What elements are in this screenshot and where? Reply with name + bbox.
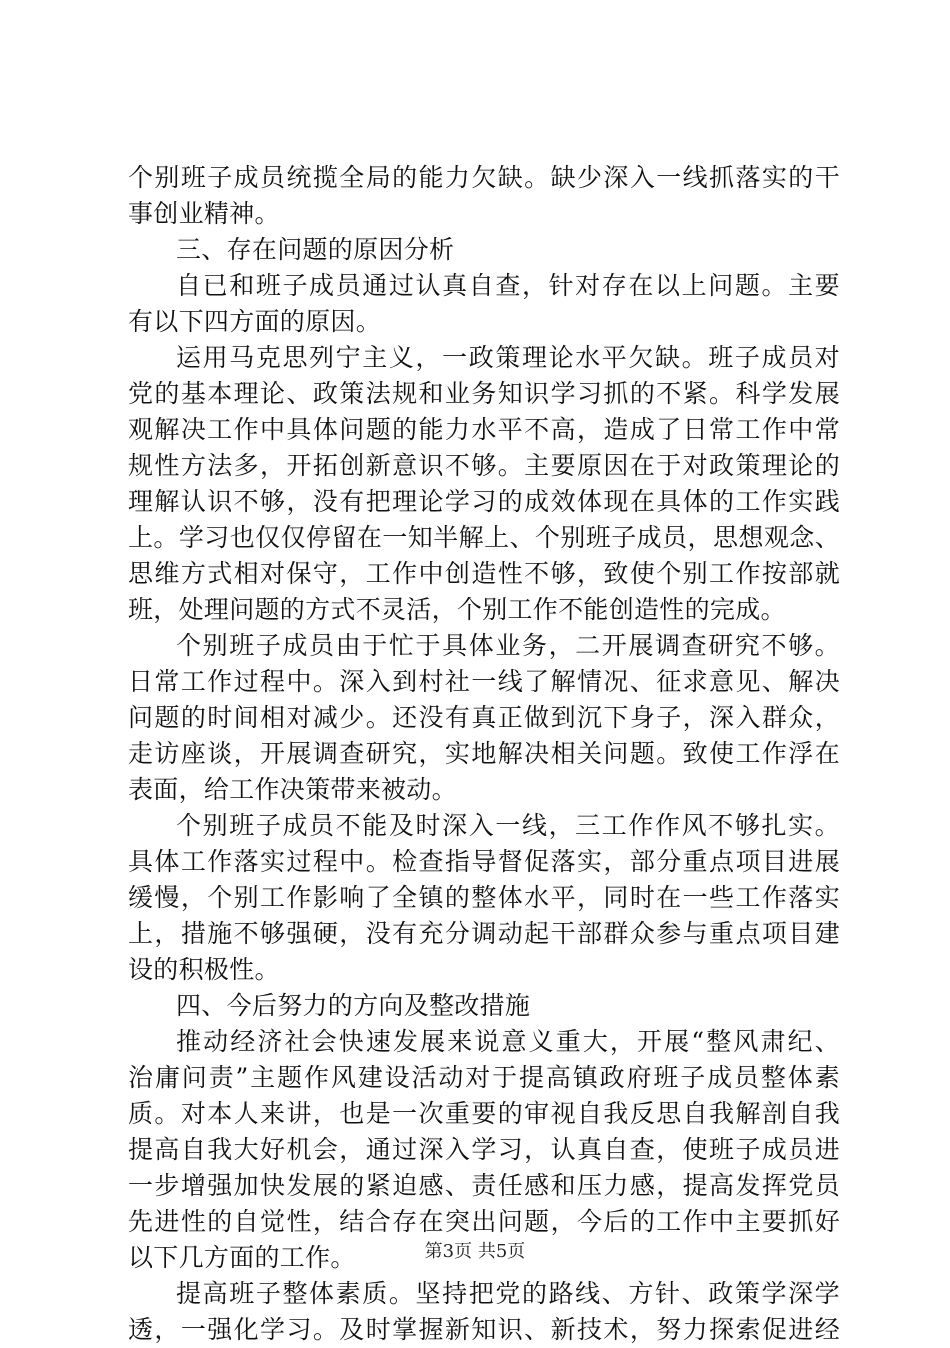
text-line: 透，一强化学习。及时掌握新知识、新技术，努力探索促进经	[128, 1315, 840, 1344]
text-line: 理解认识不够，没有把理论学习的成效体现在具体的工作实践	[128, 487, 840, 516]
text-line: 缓慢，个别工作影响了全镇的整体水平，同时在一些工作落实	[128, 883, 840, 912]
text-line: 一步增强加快发展的紧迫感、责任感和压力感，提高发挥党员	[128, 1171, 840, 1200]
text-line: 具体工作落实过程中。检查指导督促落实，部分重点项目进展	[128, 847, 840, 876]
text-line: 推动经济社会快速发展来说意义重大，开展“整风肃纪、	[176, 1027, 840, 1056]
text-line: 规性方法多，开拓创新意识不够。主要原因在于对政策理论的	[128, 451, 840, 480]
text-line: 事创业精神。	[128, 199, 280, 228]
text-line: 运用马克思列宁主义，一政策理论水平欠缺。班子成员对	[176, 343, 840, 372]
text-line: 日常工作过程中。深入到村社一线了解情况、征求意见、解决	[128, 667, 840, 696]
text-line: 先进性的自觉性，结合存在突出问题，今后的工作中主要抓好	[128, 1207, 840, 1236]
text-line: 质。对本人来讲，也是一次重要的审视自我反思自我解剖自我	[128, 1099, 840, 1128]
text-line: 班，处理问题的方式不灵活，个别工作不能创造性的完成。	[128, 595, 786, 624]
document-body	[128, 160, 840, 1348]
text-line: 以下几方面的工作。	[128, 1243, 356, 1272]
text-line: 上，措施不够强硬，没有充分调动起干部群众参与重点项目建	[128, 919, 840, 948]
text-line: 提高自我大好机会，通过深入学习，认真自查，使班子成员进	[128, 1135, 840, 1164]
section-heading: 四、今后努力的方向及整改措施	[176, 991, 531, 1020]
text-line: 提高班子整体素质。坚持把党的路线、方针、政策学深学	[176, 1279, 840, 1308]
text-line: 个别班子成员统揽全局的能力欠缺。缺少深入一线抓落实的干	[128, 163, 840, 192]
text-line: 个别班子成员不能及时深入一线，三工作作风不够扎实。	[176, 811, 840, 840]
text-line: 自已和班子成员通过认真自查，针对存在以上问题。主要	[176, 271, 840, 300]
text-line: 上。学习也仅仅停留在一知半解上、个别班子成员，思想观念、	[128, 523, 840, 552]
text-line: 设的积极性。	[128, 955, 280, 984]
text-line: 表面，给工作决策带来被动。	[128, 775, 457, 804]
text-line: 思维方式相对保守，工作中创造性不够，致使个别工作按部就	[128, 559, 840, 588]
text-line: 问题的时间相对减少。还没有真正做到沉下身子，深入群众，	[128, 703, 840, 732]
text-line: 治庸问责”主题作风建设活动对于提高镇政府班子成员整体素	[128, 1063, 840, 1092]
section-heading: 三、存在问题的原因分析	[176, 235, 455, 264]
text-line: 有以下四方面的原因。	[128, 307, 382, 336]
text-line: 个别班子成员由于忙于具体业务，二开展调查研究不够。	[176, 631, 840, 660]
text-line: 党的基本理论、政策法规和业务知识学习抓的不紧。科学发展	[128, 379, 840, 408]
page-number-footer: 第3页 共5页	[424, 1241, 526, 1262]
text-line: 观解决工作中具体问题的能力水平不高，造成了日常工作中常	[128, 415, 840, 444]
text-line: 走访座谈，开展调查研究，实地解决相关问题。致使工作浮在	[128, 739, 840, 768]
